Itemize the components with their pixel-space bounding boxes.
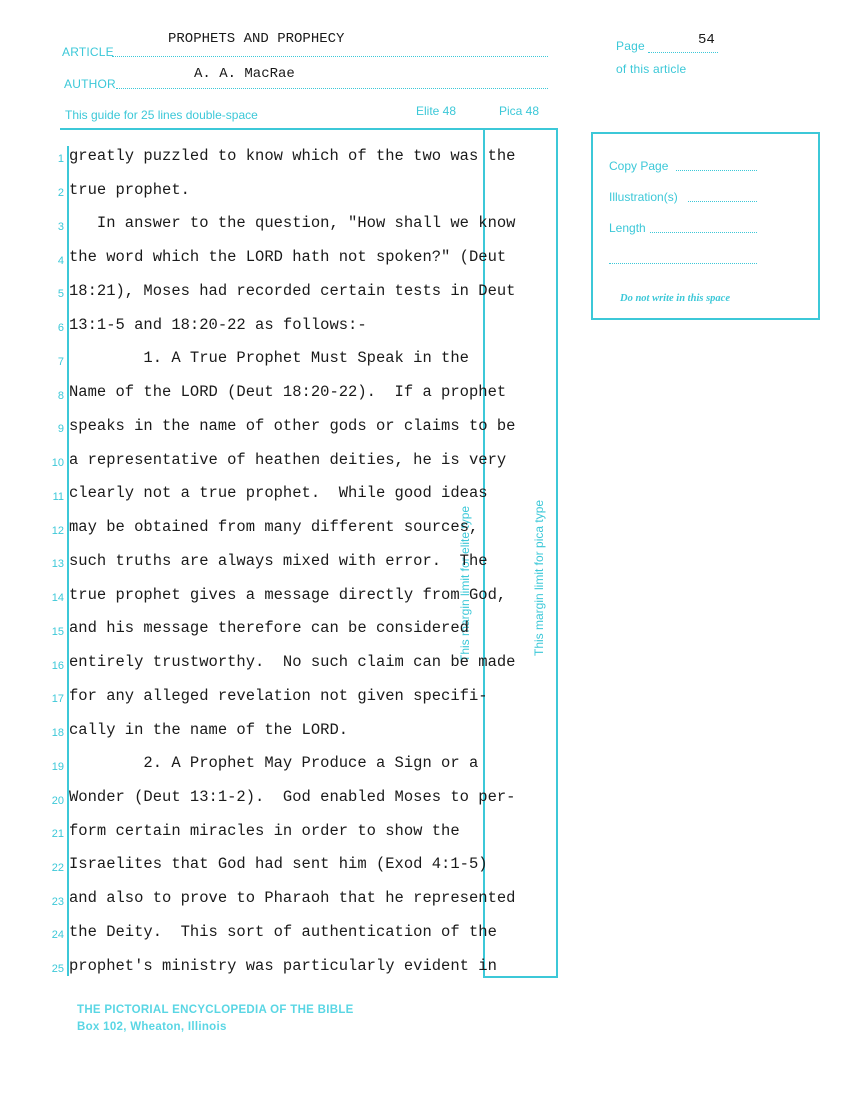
line-number: 9 — [57, 423, 64, 435]
line-number: 21 — [51, 828, 64, 840]
article-dotline — [112, 56, 548, 57]
line-number: 6 — [57, 322, 64, 334]
blank-dotline — [609, 263, 757, 264]
line-number: 13 — [51, 558, 64, 570]
line-number: 5 — [57, 288, 64, 300]
frame-bottom — [484, 976, 558, 978]
line-number: 12 — [51, 525, 64, 537]
manuscript-line: Name of the LORD (Deut 18:20-22). If a prophet — [69, 383, 507, 401]
line-number: 7 — [57, 356, 64, 368]
line-number: 17 — [51, 693, 64, 705]
manuscript-line: 13:1-5 and 18:20-22 as follows:- — [69, 316, 367, 334]
author-label: AUTHOR — [64, 77, 116, 91]
line-number: 10 — [51, 457, 64, 469]
manuscript-line: prophet's ministry was particularly evident in — [69, 957, 497, 975]
manuscript-line: entirely trustworthy. No such claim can be made — [69, 653, 516, 671]
manuscript-line: may be obtained from many different sources, — [69, 518, 479, 536]
line-number: 4 — [57, 255, 64, 267]
page-number: 54 — [698, 32, 715, 48]
manuscript-line: Wonder (Deut 13:1-2). God enabled Moses to per- — [69, 788, 516, 806]
manuscript-line: the Deity. This sort of authentication of the — [69, 923, 497, 941]
illustrations-label: Illustration(s) — [609, 190, 678, 204]
manuscript-line: true prophet. — [69, 181, 190, 199]
manuscript-line: 1. A True Prophet Must Speak in the — [69, 349, 469, 367]
manuscript-line: In answer to the question, "How shall we know — [69, 214, 516, 232]
line-number: 22 — [51, 862, 64, 874]
publisher-address: Box 102, Wheaton, Illinois — [77, 1021, 227, 1033]
elite-margin-note: This margin limit for elite type — [458, 505, 472, 662]
length-label: Length — [609, 221, 646, 235]
line-number: 19 — [51, 761, 64, 773]
line-number: 1 — [57, 153, 64, 165]
author-name: A. A. MacRae — [194, 66, 295, 82]
line-number: 3 — [57, 221, 64, 233]
pica-count: Pica 48 — [499, 104, 540, 118]
article-title: PROPHETS AND PROPHECY — [168, 31, 345, 47]
illustrations-dotline — [688, 201, 757, 202]
manuscript-line: such truths are always mixed with error. The — [69, 552, 488, 570]
manuscript-line: clearly not a true prophet. While good ideas — [69, 484, 488, 502]
publisher-name: THE PICTORIAL ENCYCLOPEDIA OF THE BIBLE — [77, 1004, 354, 1016]
line-number: 25 — [51, 963, 64, 975]
page-dotline — [648, 52, 718, 53]
elite-count: Elite 48 — [416, 104, 457, 118]
manuscript-line: 2. A Prophet May Produce a Sign or a — [69, 754, 479, 772]
page-label: Page — [616, 39, 645, 53]
line-number: 18 — [51, 727, 64, 739]
manuscript-line: form certain miracles in order to show the — [69, 822, 460, 840]
manuscript-line: and also to prove to Pharaoh that he represented — [69, 889, 516, 907]
line-number: 23 — [51, 896, 64, 908]
line-number: 8 — [57, 390, 64, 402]
line-number: 16 — [51, 660, 64, 672]
line-number: 14 — [51, 592, 64, 604]
manuscript-line: speaks in the name of other gods or claims to be — [69, 417, 516, 435]
line-number: 2 — [57, 187, 64, 199]
pica-limit-line — [556, 128, 558, 978]
pica-margin-note: This margin limit for pica type — [532, 499, 546, 656]
manuscript-line: greatly puzzled to know which of the two was the — [69, 147, 516, 165]
manuscript-line: 18:21), Moses had recorded certain tests in Deut — [69, 282, 516, 300]
author-dotline — [116, 88, 548, 89]
of-article-label: of this article — [616, 62, 687, 76]
line-number: 24 — [51, 929, 64, 941]
line-number: 15 — [51, 626, 64, 638]
manuscript-line: the word which the LORD hath not spoken?" (Deut — [69, 248, 507, 266]
copy-page-label: Copy Page — [609, 159, 669, 173]
line-number: 11 — [52, 491, 64, 503]
copy-page-dotline — [676, 170, 757, 171]
do-not-write-note: Do not write in this space — [620, 293, 730, 304]
manuscript-line: Israelites that God had sent him (Exod 4:1-5) — [69, 855, 488, 873]
manuscript-line: cally in the name of the LORD. — [69, 721, 349, 739]
manuscript-line: true prophet gives a message directly from God, — [69, 586, 507, 604]
line-number: 20 — [51, 795, 64, 807]
guide-note: This guide for 25 lines double-space — [65, 108, 258, 122]
article-label: ARTICLE — [62, 45, 114, 59]
manuscript-line: and his message therefore can be considered — [69, 619, 469, 637]
manuscript-line: a representative of heathen deities, he is very — [69, 451, 507, 469]
length-dotline — [650, 232, 757, 233]
manuscript-line: for any alleged revelation not given specifi- — [69, 687, 488, 705]
